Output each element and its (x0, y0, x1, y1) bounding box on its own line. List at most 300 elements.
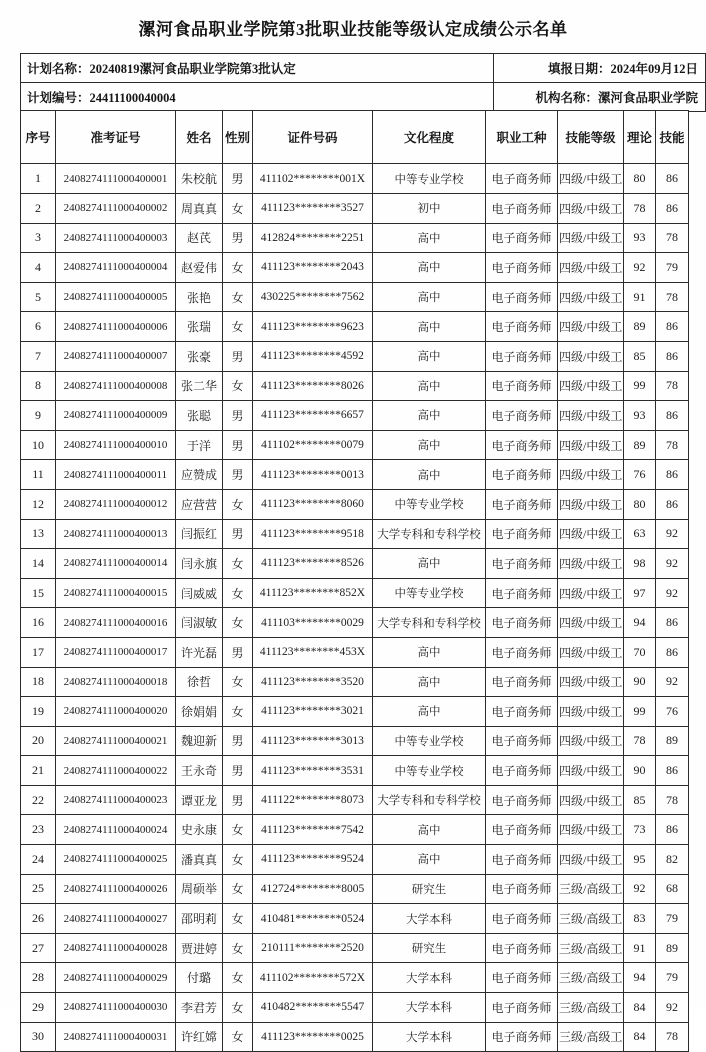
cell-name: 张瑞 (176, 312, 223, 342)
cell-id-number: 411123********3013 (253, 726, 373, 756)
cell-ticket-no: 2408274111000400001 (56, 164, 176, 194)
cell-gender: 女 (223, 815, 253, 845)
cell-theory-score: 84 (624, 1022, 656, 1052)
cell-skill-level: 四级/中级工 (558, 489, 624, 519)
cell-skill-level: 四级/中级工 (558, 401, 624, 431)
cell-name: 王永奇 (176, 756, 223, 786)
table-row (21, 253, 689, 283)
cell-skill-score: 86 (656, 312, 689, 342)
cell-skill-score: 86 (656, 164, 689, 194)
cell-skill-level: 四级/中级工 (558, 341, 624, 371)
table-row (21, 904, 689, 934)
cell-ticket-no: 2408274111000400031 (56, 1022, 176, 1052)
cell-id-number: 411123********9524 (253, 845, 373, 875)
cell-gender: 女 (223, 933, 253, 963)
cell-seq: 17 (21, 637, 56, 667)
cell-seq: 20 (21, 726, 56, 756)
cell-seq: 9 (21, 401, 56, 431)
table-row (21, 815, 689, 845)
cell-id-number: 411123********9623 (253, 312, 373, 342)
cell-skill-level: 四级/中级工 (558, 815, 624, 845)
cell-name: 史永康 (176, 815, 223, 845)
cell-seq: 4 (21, 253, 56, 283)
cell-skill-score: 78 (656, 223, 689, 253)
cell-theory-score: 92 (624, 253, 656, 283)
cell-skill-score: 86 (656, 194, 689, 224)
cell-occupation: 电子商务师 (486, 1022, 558, 1052)
cell-skill-level: 四级/中级工 (558, 519, 624, 549)
cell-skill-level: 三级/高级工 (558, 993, 624, 1023)
cell-name: 闫永旗 (176, 549, 223, 579)
cell-theory-score: 84 (624, 993, 656, 1023)
cell-gender: 男 (223, 726, 253, 756)
cell-education: 高中 (373, 697, 486, 727)
cell-theory-score: 78 (624, 194, 656, 224)
cell-seq: 18 (21, 667, 56, 697)
cell-theory-score: 95 (624, 845, 656, 875)
cell-id-number: 411123********0025 (253, 1022, 373, 1052)
cell-occupation: 电子商务师 (486, 194, 558, 224)
cell-occupation: 电子商务师 (486, 223, 558, 253)
table-row (21, 341, 689, 371)
cell-name: 张豪 (176, 341, 223, 371)
cell-education: 高中 (373, 401, 486, 431)
cell-education: 中等专业学校 (373, 164, 486, 194)
cell-id-number: 411123********2043 (253, 253, 373, 283)
cell-skill-level: 四级/中级工 (558, 578, 624, 608)
info-row-1 (21, 54, 706, 83)
cell-occupation: 电子商务师 (486, 282, 558, 312)
cell-education: 高中 (373, 253, 486, 283)
cell-skill-score: 92 (656, 667, 689, 697)
cell-theory-score: 76 (624, 460, 656, 490)
cell-skill-level: 四级/中级工 (558, 756, 624, 786)
cell-seq: 8 (21, 371, 56, 401)
cell-seq: 1 (21, 164, 56, 194)
plan-name-cell: 计划名称：20240819漯河食品职业学院第3批认定 (21, 54, 494, 83)
cell-gender: 女 (223, 874, 253, 904)
cell-gender: 女 (223, 993, 253, 1023)
table-row (21, 578, 689, 608)
cell-theory-score: 91 (624, 933, 656, 963)
cell-gender: 女 (223, 904, 253, 934)
cell-education: 大学专科和专科学校 (373, 608, 486, 638)
cell-ticket-no: 2408274111000400028 (56, 933, 176, 963)
cell-education: 高中 (373, 371, 486, 401)
cell-skill-score: 79 (656, 904, 689, 934)
cell-skill-score: 86 (656, 341, 689, 371)
cell-name: 付璐 (176, 963, 223, 993)
cell-ticket-no: 2408274111000400024 (56, 815, 176, 845)
cell-name: 许光磊 (176, 637, 223, 667)
cell-ticket-no: 2408274111000400015 (56, 578, 176, 608)
cell-skill-level: 三级/高级工 (558, 1022, 624, 1052)
cell-theory-score: 70 (624, 637, 656, 667)
cell-ticket-no: 2408274111000400030 (56, 993, 176, 1023)
table-row (21, 756, 689, 786)
cell-name: 潘真真 (176, 845, 223, 875)
cell-ticket-no: 2408274111000400008 (56, 371, 176, 401)
cell-ticket-no: 2408274111000400006 (56, 312, 176, 342)
header-job: 职业工种 (486, 111, 558, 164)
table-row (21, 312, 689, 342)
cell-id-number: 411102********0079 (253, 430, 373, 460)
cell-skill-score: 86 (656, 637, 689, 667)
cell-education: 中等专业学校 (373, 726, 486, 756)
cell-seq: 13 (21, 519, 56, 549)
cell-skill-score: 92 (656, 578, 689, 608)
header-level: 技能等级 (558, 111, 624, 164)
cell-education: 中等专业学校 (373, 578, 486, 608)
cell-gender: 女 (223, 253, 253, 283)
cell-gender: 女 (223, 578, 253, 608)
org-name-cell: 机构名称：漯河食品职业学院 (494, 83, 706, 112)
cell-occupation: 电子商务师 (486, 726, 558, 756)
cell-seq: 10 (21, 430, 56, 460)
table-row (21, 933, 689, 963)
table-row (21, 608, 689, 638)
cell-education: 中等专业学校 (373, 489, 486, 519)
cell-id-number: 411123********3531 (253, 756, 373, 786)
cell-skill-level: 四级/中级工 (558, 282, 624, 312)
cell-name: 张二华 (176, 371, 223, 401)
cell-gender: 女 (223, 282, 253, 312)
cell-education: 研究生 (373, 933, 486, 963)
cell-skill-score: 78 (656, 430, 689, 460)
cell-skill-score: 86 (656, 401, 689, 431)
cell-occupation: 电子商务师 (486, 578, 558, 608)
cell-skill-level: 三级/高级工 (558, 904, 624, 934)
cell-seq: 6 (21, 312, 56, 342)
header-ticket: 准考证号 (56, 111, 176, 164)
table-row (21, 430, 689, 460)
cell-gender: 男 (223, 430, 253, 460)
cell-gender: 男 (223, 637, 253, 667)
page-title: 漯河食品职业学院第3批职业技能等级认定成绩公示名单 (138, 20, 568, 39)
cell-name: 朱校航 (176, 164, 223, 194)
cell-skill-score: 78 (656, 371, 689, 401)
cell-seq: 11 (21, 460, 56, 490)
cell-gender: 男 (223, 460, 253, 490)
cell-skill-level: 四级/中级工 (558, 608, 624, 638)
cell-gender: 男 (223, 519, 253, 549)
cell-occupation: 电子商务师 (486, 253, 558, 283)
cell-seq: 3 (21, 223, 56, 253)
cell-education: 高中 (373, 312, 486, 342)
cell-id-number: 411123********4592 (253, 341, 373, 371)
info-row-2 (21, 83, 706, 112)
cell-education: 高中 (373, 637, 486, 667)
cell-skill-level: 四级/中级工 (558, 785, 624, 815)
cell-id-number: 411123********8526 (253, 549, 373, 579)
header-name: 姓名 (176, 111, 223, 164)
cell-occupation: 电子商务师 (486, 519, 558, 549)
cell-name: 闫振红 (176, 519, 223, 549)
cell-name: 于洋 (176, 430, 223, 460)
cell-name: 周硕举 (176, 874, 223, 904)
cell-gender: 女 (223, 371, 253, 401)
cell-gender: 女 (223, 549, 253, 579)
cell-ticket-no: 2408274111000400016 (56, 608, 176, 638)
cell-ticket-no: 2408274111000400026 (56, 874, 176, 904)
table-row (21, 845, 689, 875)
cell-ticket-no: 2408274111000400002 (56, 194, 176, 224)
cell-skill-score: 92 (656, 549, 689, 579)
cell-id-number: 411123********7542 (253, 815, 373, 845)
table-row (21, 963, 689, 993)
cell-ticket-no: 2408274111000400004 (56, 253, 176, 283)
plan-info-table (20, 53, 706, 112)
cell-seq: 2 (21, 194, 56, 224)
cell-skill-score: 89 (656, 726, 689, 756)
cell-seq: 29 (21, 993, 56, 1023)
cell-skill-score: 86 (656, 608, 689, 638)
cell-ticket-no: 2408274111000400018 (56, 667, 176, 697)
cell-theory-score: 89 (624, 430, 656, 460)
cell-occupation: 电子商务师 (486, 460, 558, 490)
cell-theory-score: 94 (624, 608, 656, 638)
cell-theory-score: 94 (624, 963, 656, 993)
cell-skill-level: 四级/中级工 (558, 460, 624, 490)
cell-name: 魏迎新 (176, 726, 223, 756)
cell-skill-level: 四级/中级工 (558, 637, 624, 667)
cell-skill-score: 68 (656, 874, 689, 904)
cell-seq: 5 (21, 282, 56, 312)
cell-skill-level: 三级/高级工 (558, 933, 624, 963)
cell-theory-score: 91 (624, 282, 656, 312)
table-row (21, 194, 689, 224)
cell-gender: 女 (223, 845, 253, 875)
cell-skill-score: 86 (656, 489, 689, 519)
cell-occupation: 电子商务师 (486, 815, 558, 845)
cell-gender: 男 (223, 401, 253, 431)
report-date-cell: 填报日期：2024年09月12日 (494, 54, 706, 83)
header-idno: 证件号码 (253, 111, 373, 164)
cell-education: 初中 (373, 194, 486, 224)
cell-occupation: 电子商务师 (486, 785, 558, 815)
cell-gender: 女 (223, 194, 253, 224)
cell-gender: 男 (223, 341, 253, 371)
cell-occupation: 电子商务师 (486, 608, 558, 638)
cell-seq: 25 (21, 874, 56, 904)
cell-gender: 男 (223, 785, 253, 815)
cell-gender: 女 (223, 963, 253, 993)
cell-name: 邵明莉 (176, 904, 223, 934)
table-row (21, 667, 689, 697)
cell-name: 徐娟娟 (176, 697, 223, 727)
table-row (21, 282, 689, 312)
cell-ticket-no: 2408274111000400023 (56, 785, 176, 815)
cell-education: 大学本科 (373, 993, 486, 1023)
cell-name: 李君芳 (176, 993, 223, 1023)
cell-ticket-no: 2408274111000400003 (56, 223, 176, 253)
cell-ticket-no: 2408274111000400014 (56, 549, 176, 579)
cell-ticket-no: 2408274111000400013 (56, 519, 176, 549)
cell-ticket-no: 2408274111000400027 (56, 904, 176, 934)
header-theory: 理论 (624, 111, 656, 164)
cell-skill-level: 四级/中级工 (558, 223, 624, 253)
cell-id-number: 411102********572X (253, 963, 373, 993)
cell-education: 大学本科 (373, 904, 486, 934)
cell-id-number: 411123********453X (253, 637, 373, 667)
cell-occupation: 电子商务师 (486, 312, 558, 342)
cell-skill-score: 79 (656, 963, 689, 993)
cell-seq: 27 (21, 933, 56, 963)
cell-ticket-no: 2408274111000400005 (56, 282, 176, 312)
cell-skill-score: 78 (656, 1022, 689, 1052)
cell-education: 高中 (373, 282, 486, 312)
cell-name: 张艳 (176, 282, 223, 312)
cell-skill-score: 92 (656, 993, 689, 1023)
cell-occupation: 电子商务师 (486, 430, 558, 460)
table-row (21, 401, 689, 431)
cell-seq: 26 (21, 904, 56, 934)
cell-skill-level: 四级/中级工 (558, 667, 624, 697)
table-row (21, 371, 689, 401)
cell-id-number: 411123********3021 (253, 697, 373, 727)
cell-skill-score: 76 (656, 697, 689, 727)
header-edu: 文化程度 (373, 111, 486, 164)
cell-theory-score: 99 (624, 371, 656, 401)
cell-skill-level: 四级/中级工 (558, 312, 624, 342)
cell-skill-level: 四级/中级工 (558, 164, 624, 194)
cell-theory-score: 80 (624, 489, 656, 519)
cell-name: 赵爱伟 (176, 253, 223, 283)
cell-ticket-no: 2408274111000400017 (56, 637, 176, 667)
cell-seq: 24 (21, 845, 56, 875)
cell-name: 张聪 (176, 401, 223, 431)
table-row (21, 697, 689, 727)
cell-gender: 女 (223, 1022, 253, 1052)
cell-theory-score: 99 (624, 697, 656, 727)
cell-education: 高中 (373, 341, 486, 371)
cell-skill-score: 86 (656, 460, 689, 490)
cell-education: 高中 (373, 549, 486, 579)
cell-theory-score: 63 (624, 519, 656, 549)
cell-occupation: 电子商务师 (486, 993, 558, 1023)
cell-occupation: 电子商务师 (486, 963, 558, 993)
table-row (21, 460, 689, 490)
cell-ticket-no: 2408274111000400029 (56, 963, 176, 993)
cell-theory-score: 90 (624, 667, 656, 697)
cell-name: 闫淑敏 (176, 608, 223, 638)
cell-id-number: 411102********001X (253, 164, 373, 194)
cell-ticket-no: 2408274111000400012 (56, 489, 176, 519)
cell-occupation: 电子商务师 (486, 667, 558, 697)
cell-occupation: 电子商务师 (486, 637, 558, 667)
table-row (21, 489, 689, 519)
cell-occupation: 电子商务师 (486, 549, 558, 579)
cell-gender: 女 (223, 489, 253, 519)
cell-education: 中等专业学校 (373, 756, 486, 786)
cell-theory-score: 90 (624, 756, 656, 786)
cell-seq: 14 (21, 549, 56, 579)
cell-skill-level: 四级/中级工 (558, 430, 624, 460)
cell-seq: 19 (21, 697, 56, 727)
cell-theory-score: 93 (624, 401, 656, 431)
cell-gender: 男 (223, 223, 253, 253)
cell-theory-score: 85 (624, 341, 656, 371)
table-row (21, 785, 689, 815)
table-row (21, 223, 689, 253)
cell-gender: 女 (223, 312, 253, 342)
cell-ticket-no: 2408274111000400025 (56, 845, 176, 875)
cell-id-number: 411123********3527 (253, 194, 373, 224)
cell-id-number: 410482********5547 (253, 993, 373, 1023)
cell-name: 周真真 (176, 194, 223, 224)
cell-ticket-no: 2408274111000400020 (56, 697, 176, 727)
cell-education: 高中 (373, 430, 486, 460)
cell-id-number: 411123********0013 (253, 460, 373, 490)
cell-skill-level: 四级/中级工 (558, 194, 624, 224)
table-row (21, 549, 689, 579)
results-tbody (21, 164, 689, 1052)
cell-occupation: 电子商务师 (486, 904, 558, 934)
cell-seq: 12 (21, 489, 56, 519)
cell-seq: 21 (21, 756, 56, 786)
header-gender: 性别 (223, 111, 253, 164)
cell-name: 贾进婷 (176, 933, 223, 963)
cell-education: 高中 (373, 460, 486, 490)
cell-theory-score: 97 (624, 578, 656, 608)
cell-skill-level: 四级/中级工 (558, 371, 624, 401)
cell-education: 高中 (373, 845, 486, 875)
cell-id-number: 411103********0029 (253, 608, 373, 638)
table-row (21, 993, 689, 1023)
cell-skill-level: 四级/中级工 (558, 549, 624, 579)
cell-id-number: 411123********3520 (253, 667, 373, 697)
cell-gender: 男 (223, 756, 253, 786)
cell-skill-score: 86 (656, 815, 689, 845)
table-row (21, 637, 689, 667)
cell-skill-score: 79 (656, 253, 689, 283)
cell-name: 闫威威 (176, 578, 223, 608)
cell-theory-score: 73 (624, 815, 656, 845)
cell-id-number: 412824********2251 (253, 223, 373, 253)
cell-skill-score: 82 (656, 845, 689, 875)
cell-name: 徐哲 (176, 667, 223, 697)
cell-name: 许红嫦 (176, 1022, 223, 1052)
cell-seq: 7 (21, 341, 56, 371)
cell-occupation: 电子商务师 (486, 341, 558, 371)
cell-theory-score: 93 (624, 223, 656, 253)
cell-occupation: 电子商务师 (486, 756, 558, 786)
table-row (21, 1022, 689, 1052)
cell-theory-score: 89 (624, 312, 656, 342)
cell-seq: 15 (21, 578, 56, 608)
cell-theory-score: 85 (624, 785, 656, 815)
cell-ticket-no: 2408274111000400011 (56, 460, 176, 490)
table-row (21, 164, 689, 194)
table-row (21, 726, 689, 756)
cell-occupation: 电子商务师 (486, 845, 558, 875)
cell-skill-level: 四级/中级工 (558, 253, 624, 283)
cell-name: 应赞成 (176, 460, 223, 490)
cell-skill-score: 92 (656, 519, 689, 549)
cell-id-number: 411123********8060 (253, 489, 373, 519)
cell-occupation: 电子商务师 (486, 401, 558, 431)
cell-theory-score: 83 (624, 904, 656, 934)
table-row (21, 519, 689, 549)
cell-skill-level: 四级/中级工 (558, 726, 624, 756)
cell-skill-score: 86 (656, 756, 689, 786)
cell-occupation: 电子商务师 (486, 371, 558, 401)
cell-name: 赵芪 (176, 223, 223, 253)
cell-skill-level: 四级/中级工 (558, 697, 624, 727)
cell-education: 高中 (373, 815, 486, 845)
cell-gender: 女 (223, 697, 253, 727)
header-skill: 技能 (656, 111, 689, 164)
